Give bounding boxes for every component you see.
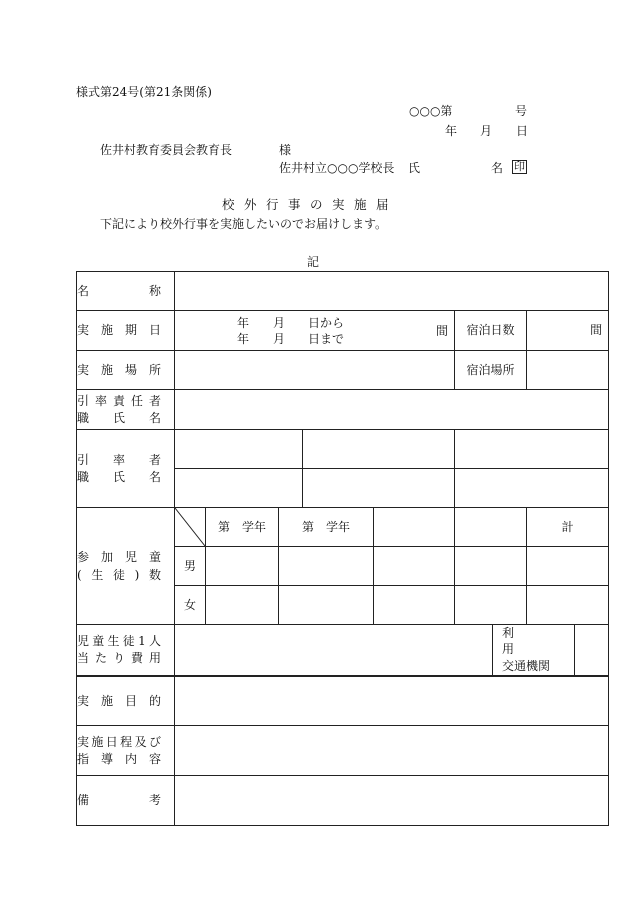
male-grade2[interactable] <box>279 547 374 586</box>
addressee: 佐井村教育委員会教育長 <box>100 143 233 157</box>
escort-field-2[interactable] <box>303 430 455 469</box>
cost-field[interactable] <box>175 625 493 676</box>
row-remarks <box>77 776 609 826</box>
male-total[interactable] <box>527 547 609 586</box>
document-number-prefix: ○○○第 <box>409 104 453 118</box>
period-field[interactable] <box>175 311 455 351</box>
male-grade1[interactable] <box>206 547 279 586</box>
female-grade2[interactable] <box>279 586 374 625</box>
date-day-label: 日 <box>516 124 529 138</box>
row-purpose <box>77 676 609 726</box>
leader-field[interactable] <box>175 390 609 430</box>
period-to-month: 月 <box>273 331 286 346</box>
row-participants-header <box>77 508 609 547</box>
application-form-table <box>76 271 609 826</box>
period-to-day: 日まで <box>308 331 345 346</box>
grade1-gakunen: 学年 <box>242 519 267 534</box>
row-name <box>77 272 609 311</box>
sender-name-label-1: 氏 <box>408 161 421 175</box>
male-label: 男 <box>175 547 206 586</box>
purpose-field[interactable] <box>175 676 609 726</box>
period-from-month: 月 <box>273 315 286 330</box>
row-leader <box>77 390 609 430</box>
sender-school: 佐井村立○○○学校長 <box>279 161 395 175</box>
form-number: 様式第24号(第21条関係) <box>76 85 212 99</box>
label-period <box>77 311 175 351</box>
label-leader: 引 率 責 任 者 職 氏 名 <box>77 390 175 430</box>
label-place: 実 施 場 所 <box>77 351 175 390</box>
label-participants: 参 加 児 童 ( 生 徒 ) 数 <box>77 508 175 625</box>
stay-days-label: 宿泊日数 <box>455 311 527 351</box>
intro-text: 下記により校外行事を実施したいのでお届けします。 <box>100 217 388 231</box>
row-cost <box>77 625 609 676</box>
addressee-honorific: 様 <box>279 143 292 157</box>
escort-field-3[interactable] <box>455 430 609 469</box>
label-cost: 児 童 生 徒 1 人 当 た り 費 用 <box>77 625 175 676</box>
remarks-field[interactable] <box>175 776 609 826</box>
stay-place-label: 宿泊場所 <box>455 351 527 390</box>
grade2-gakunen: 学年 <box>326 519 351 534</box>
female-grade4[interactable] <box>455 586 527 625</box>
stay-days-suffix: 間 <box>590 323 603 338</box>
period-from-year: 年 <box>237 315 250 330</box>
row-schedule <box>77 726 609 776</box>
name-field[interactable] <box>175 272 609 311</box>
document-number-suffix: 号 <box>515 104 528 118</box>
escort-field-6[interactable] <box>455 469 609 508</box>
label-purpose: 実 施 目 的 <box>77 676 175 726</box>
row-place <box>77 351 609 390</box>
grade1-dai: 第 <box>217 519 230 534</box>
row-period <box>77 311 609 351</box>
female-grade1[interactable] <box>206 586 279 625</box>
label-escorts: 引 率 者 職 氏 名 <box>77 430 175 508</box>
male-grade4[interactable] <box>455 547 527 586</box>
grade2-dai: 第 <box>301 519 314 534</box>
document-title: 校外行事の実施届 <box>222 197 399 212</box>
seal-mark <box>512 160 527 174</box>
female-grade3[interactable] <box>374 586 455 625</box>
date-year-label: 年 <box>445 124 458 138</box>
label-name-text <box>77 283 161 299</box>
label-name <box>77 272 175 311</box>
schedule-field[interactable] <box>175 726 609 776</box>
grade3-header[interactable] <box>374 508 455 547</box>
seal-text: 印 <box>514 160 525 173</box>
place-field[interactable] <box>175 351 455 390</box>
transport-field[interactable] <box>575 625 609 676</box>
grade1-header <box>206 508 279 547</box>
male-grade3[interactable] <box>374 547 455 586</box>
ki-heading: 記 <box>307 255 320 269</box>
label-name-char-1: 名 <box>77 283 90 298</box>
stay-place-field[interactable] <box>527 351 609 390</box>
label-name-char-2: 称 <box>148 283 161 298</box>
female-total[interactable] <box>527 586 609 625</box>
period-from-day: 日から <box>308 315 345 330</box>
label-remarks: 備 考 <box>77 776 175 826</box>
transport-label-line1: 利用 <box>502 626 535 657</box>
diagonal-line <box>175 508 205 546</box>
transport-label-line2: 交通機関 <box>502 659 551 674</box>
grade4-header[interactable] <box>455 508 527 547</box>
sender-name-label-2: 名 <box>491 161 504 175</box>
label-schedule: 実 施 日 程 及 び 指 導 内 容 <box>77 726 175 776</box>
total-header: 計 <box>527 508 609 547</box>
escort-field-5[interactable] <box>303 469 455 508</box>
label-period-text: 実 施 期 日 <box>77 323 161 338</box>
female-label: 女 <box>175 586 206 625</box>
stay-days-field[interactable] <box>527 311 609 351</box>
participants-corner-cell <box>175 508 206 547</box>
row-escorts-1 <box>77 430 609 469</box>
period-days-suffix: 間 <box>435 323 448 338</box>
period-to-year: 年 <box>237 331 250 346</box>
escort-field-1[interactable] <box>175 430 303 469</box>
date-month-label: 月 <box>480 124 493 138</box>
grade2-header <box>279 508 374 547</box>
transport-label <box>493 625 575 676</box>
escort-field-4[interactable] <box>175 469 303 508</box>
